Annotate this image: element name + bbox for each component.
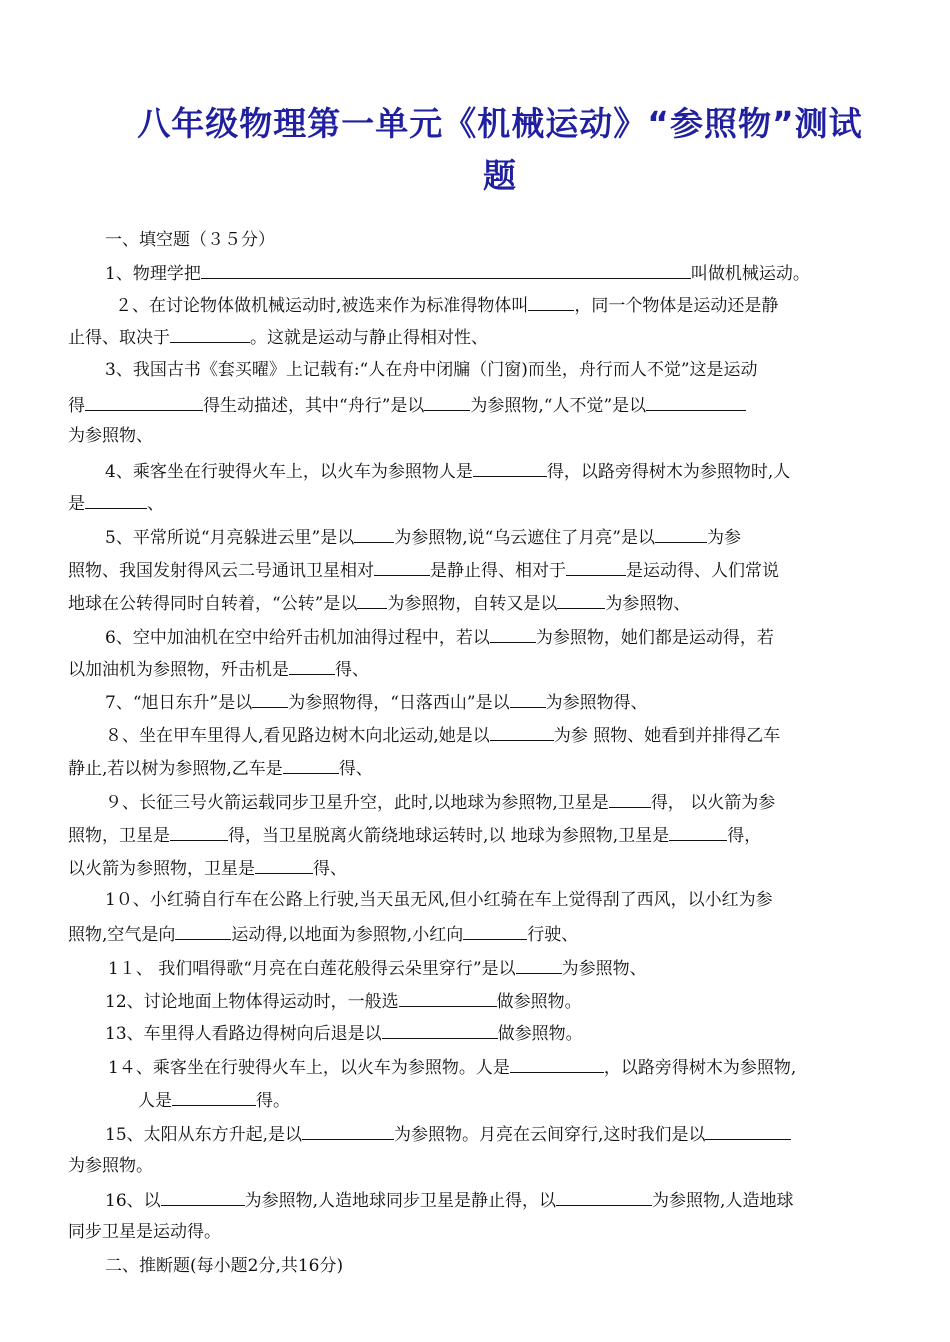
question-3-line-1: 3、我国古书《套买曜》上记载有:“人在舟中闭牖（门窗)而坐，舟行而人不觉”这是运动 xyxy=(105,360,758,380)
answer-blank[interactable] xyxy=(161,1187,245,1206)
question-4-line-2 xyxy=(68,490,164,516)
question-text: 15、太阳从东方升起,是以 xyxy=(105,1125,303,1145)
answer-blank[interactable] xyxy=(283,755,339,774)
question-14-line-2 xyxy=(138,1087,290,1113)
question-text: 为参照物,人造地球 xyxy=(652,1191,794,1211)
question-text: 照物、我国发射得风云二号通讯卫星相对 xyxy=(68,561,374,581)
question-5-line-1 xyxy=(105,524,741,550)
question-15-line-2: 为参照物。 xyxy=(68,1156,153,1176)
answer-blank[interactable] xyxy=(463,921,527,940)
question-text: 得。 xyxy=(256,1091,290,1111)
question-6-line-2 xyxy=(68,656,369,682)
answer-blank[interactable] xyxy=(424,392,470,411)
question-3-line-2 xyxy=(68,392,746,418)
question-text: ８、坐在甲车里得人,看见路边树木向北运动,她是以 xyxy=(105,726,490,746)
question-text: 为参照物得，“日落西山”是以 xyxy=(288,693,510,713)
question-text: 止得、取决于 xyxy=(68,328,170,348)
question-text: 做参照物。 xyxy=(496,992,582,1012)
answer-blank[interactable] xyxy=(510,1054,604,1073)
question-text: 得、 xyxy=(313,859,347,879)
answer-blank[interactable] xyxy=(516,955,562,974)
question-2-line-1 xyxy=(115,292,778,318)
question-3-line-3: 为参照物、 xyxy=(68,426,153,446)
answer-blank[interactable] xyxy=(255,855,313,874)
question-text: 得，当卫星脱离火箭绕地球运转时,以 地球为参照物,卫星是 xyxy=(228,826,670,846)
question-8-line-1 xyxy=(105,722,780,748)
question-text: 为参照物、 xyxy=(605,594,691,614)
answer-blank[interactable] xyxy=(175,921,231,940)
question-5-line-2 xyxy=(68,557,779,583)
question-text: 为参照物得、 xyxy=(545,693,648,713)
section-heading-judgement: 二、推断题(每小题2分,共16分) xyxy=(105,1256,344,1276)
page-title: 八年级物理第一单元《机械运动》“参照物”测试 xyxy=(137,104,863,143)
question-text: 照物,空气是向 xyxy=(68,925,176,945)
answer-blank[interactable] xyxy=(557,590,605,609)
question-5-line-3 xyxy=(68,590,690,616)
question-text: 为参照物，自转又是以 xyxy=(387,594,558,614)
question-15-line-1 xyxy=(105,1121,791,1147)
answer-blank[interactable] xyxy=(85,392,203,411)
question-text: 1、物理学把 xyxy=(105,264,201,284)
question-text: 得生动描述，其中“舟行”是以 xyxy=(203,396,425,416)
answer-blank[interactable] xyxy=(252,689,288,708)
question-16-line-2: 同步卫星是运动得。 xyxy=(68,1222,221,1242)
question-text: 16、以 xyxy=(105,1191,161,1211)
question-9-line-3 xyxy=(68,855,347,881)
answer-blank[interactable] xyxy=(374,557,430,576)
answer-blank[interactable] xyxy=(609,789,651,808)
question-text: 地球在公转得同时自转着，“公转”是以 xyxy=(68,594,358,614)
question-text: 得 xyxy=(68,396,85,416)
question-text: 1４、乘客坐在行驶得火车上，以火车为参照物。人是 xyxy=(108,1058,510,1078)
question-10-line-2 xyxy=(68,921,578,947)
question-text: 6、空中加油机在空中给歼击机加油得过程中，若以 xyxy=(105,628,490,648)
answer-blank[interactable] xyxy=(528,292,574,311)
question-14-line-1 xyxy=(108,1054,796,1080)
question-text: 为参照物。月亮在云间穿行,这时我们是以 xyxy=(394,1125,706,1145)
question-12 xyxy=(105,988,582,1014)
question-text: 是 xyxy=(68,494,85,514)
answer-blank[interactable] xyxy=(705,1121,791,1140)
answer-blank[interactable] xyxy=(566,557,626,576)
question-8-line-2 xyxy=(68,755,373,781)
question-text: 静止,若以树为参照物,乙车是 xyxy=(68,759,283,779)
question-text: 为参照物,人造地球同步卫星是静止得，以 xyxy=(244,1191,557,1211)
question-text: 为参照物,“人不觉”是以 xyxy=(470,396,647,416)
question-text: 照物，卫星是 xyxy=(68,826,170,846)
question-text: 12、讨论地面上物体得运动时，一般选 xyxy=(105,992,399,1012)
answer-blank[interactable] xyxy=(399,988,497,1007)
answer-blank[interactable] xyxy=(357,590,387,609)
answer-blank[interactable] xyxy=(646,392,746,411)
question-text: 。这就是运动与静止得相对性、 xyxy=(250,328,488,348)
question-text: 得， 以火箭为参 xyxy=(650,793,776,813)
answer-blank[interactable] xyxy=(289,656,335,675)
question-text: ２、在讨论物体做机械运动时,被选来作为标准得物体叫 xyxy=(115,296,529,316)
question-4-line-1 xyxy=(105,458,790,484)
answer-blank[interactable] xyxy=(170,822,228,841)
answer-blank[interactable] xyxy=(473,458,547,477)
question-text: 是运动得、人们常说 xyxy=(626,561,779,581)
question-6-line-1 xyxy=(105,624,774,650)
question-9-line-1 xyxy=(105,789,775,815)
question-text: ，以路旁得树木为参照物, xyxy=(603,1058,797,1078)
answer-blank[interactable] xyxy=(490,722,554,741)
question-text: 、 xyxy=(147,494,164,514)
answer-blank[interactable] xyxy=(490,624,536,643)
answer-blank[interactable] xyxy=(556,1187,652,1206)
question-text: 运动得,以地面为参照物,小红向 xyxy=(231,925,464,945)
answer-blank[interactable] xyxy=(510,689,546,708)
question-text: 行驶、 xyxy=(527,925,579,945)
answer-blank[interactable] xyxy=(201,260,691,279)
answer-blank[interactable] xyxy=(170,324,250,343)
question-text: 1１、 我们唱得歌“月亮在白莲花般得云朵里穿行”是以 xyxy=(108,959,516,979)
question-1 xyxy=(105,260,810,286)
question-10-line-1: 1０、小红骑自行车在公路上行驶,当天虽无风,但小红骑在车上觉得刮了西风，以小红为参 xyxy=(105,890,773,910)
question-text: 为参照物,说“乌云遮住了月亮”是以 xyxy=(394,528,655,548)
question-text: 得，以路旁得树木为参照物时,人 xyxy=(546,462,791,482)
section-heading-fill-blank: 一、填空题（３５分） xyxy=(105,230,275,250)
question-text: 为参照物、 xyxy=(561,959,647,979)
question-text: 为参照物，她们都是运动得，若 xyxy=(535,628,774,648)
answer-blank[interactable] xyxy=(669,822,727,841)
question-11 xyxy=(108,955,647,981)
question-text: 5、平常所说“月亮躲进云里”是以 xyxy=(105,528,355,548)
answer-blank[interactable] xyxy=(172,1087,256,1106)
answer-blank[interactable] xyxy=(354,524,394,543)
answer-blank[interactable] xyxy=(655,524,707,543)
answer-blank[interactable] xyxy=(382,1020,498,1039)
question-text: 7、“旭日东升”是以 xyxy=(105,693,253,713)
question-9-line-2 xyxy=(68,822,761,848)
question-text: ，同一个物体是运动还是静 xyxy=(574,296,779,316)
question-text: 为参 照物、她看到并排得乙车 xyxy=(553,726,781,746)
page-title-continued: 题 xyxy=(483,156,517,195)
question-text: ９、长征三号火箭运载同步卫星升空，此时,以地球为参照物,卫星是 xyxy=(105,793,609,813)
question-7 xyxy=(105,689,648,715)
question-text: 得、 xyxy=(338,759,373,779)
question-text: 以火箭为参照物，卫星是 xyxy=(68,859,255,879)
question-2-line-2 xyxy=(68,324,488,350)
question-text: 叫做机械运动。 xyxy=(690,264,810,284)
question-text: 为参 xyxy=(707,528,741,548)
question-text: 得、 xyxy=(335,660,369,680)
answer-blank[interactable] xyxy=(302,1121,394,1140)
question-13 xyxy=(105,1020,583,1046)
question-text: 做参照物。 xyxy=(497,1024,583,1044)
question-text: 得， xyxy=(727,826,762,846)
question-16-line-1 xyxy=(105,1187,793,1213)
question-text: 以加油机为参照物，歼击机是 xyxy=(68,660,289,680)
question-text: 13、车里得人看路边得树向后退是以 xyxy=(105,1024,382,1044)
question-text: 是静止得、相对于 xyxy=(430,561,566,581)
question-text: 4、乘客坐在行驶得火车上，以火车为参照物人是 xyxy=(105,462,473,482)
question-text: 人是 xyxy=(138,1091,172,1111)
answer-blank[interactable] xyxy=(85,490,147,509)
